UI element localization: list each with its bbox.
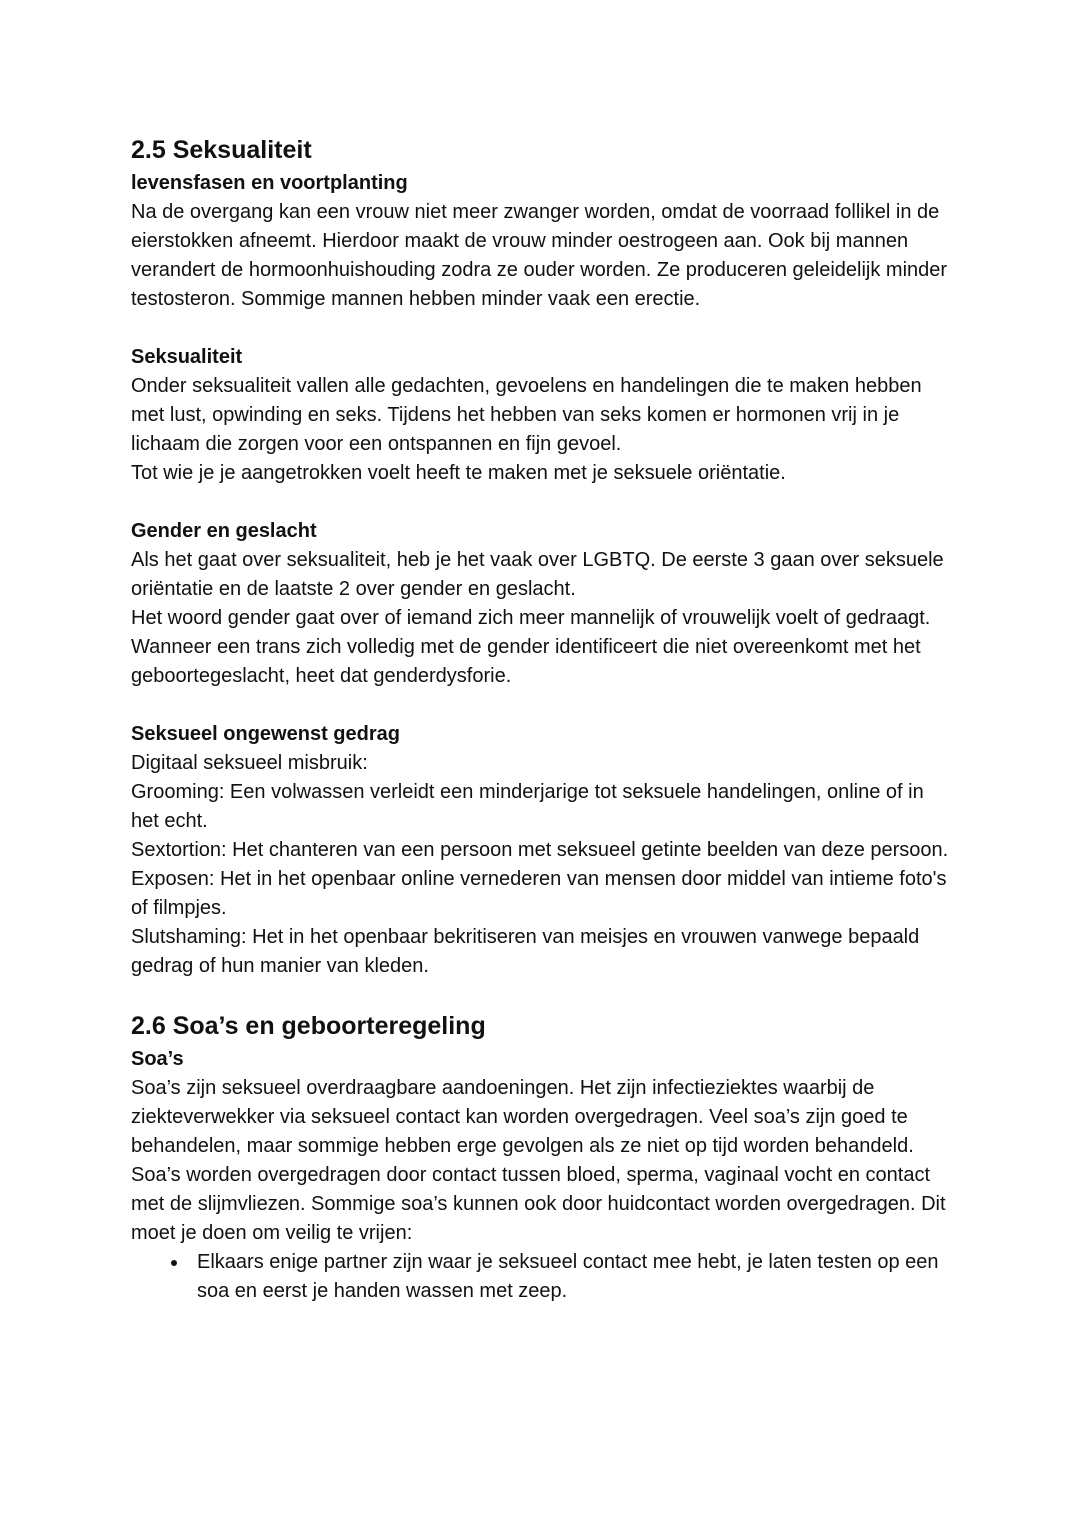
paragraph: Als het gaat over seksualiteit, heb je het vaak over LGBTQ. De eerste 3 gaan over seksuele oriëntatie en de laatste 2 over gender en geslacht. [131,549,944,600]
paragraph: Digitaal seksueel misbruik: [131,752,368,774]
subsection-heading: levensfasen en voortplanting [131,172,408,194]
section-2-5 [131,134,950,981]
block-seksualiteit [131,343,950,488]
paragraph: Onder seksualiteit vallen alle gedachten, gevoelens en handelingen die te maken hebben met lust, opwinding en seks. Tijdens het hebben van seks komen er hormonen vrij in je lichaam die zorgen voor een ontspannen en fijn gevoel. [131,375,922,455]
bullet-item: • Elkaars enige partner zijn waar je seksueel contact mee hebt, je laten testen op een soa en eerst je handen wassen met zeep. [189,1248,950,1306]
bullet-list [131,1248,950,1306]
subsection-heading: Soa’s [131,1048,184,1070]
paragraph: Tot wie je je aangetrokken voelt heeft te maken met je seksuele oriëntatie. [131,462,786,484]
paragraph: Soa’s worden overgedragen door contact tussen bloed, sperma, vaginaal vocht en contact met de slijmvliezen. Sommige soa’s kunnen ook door huidcontact worden overgedragen. Dit moet je doen om veilig te vrijen: [131,1164,946,1244]
paragraph: Sextortion: Het chanteren van een persoon met seksueel getinte beelden van deze persoon. [131,839,949,861]
block-seksueel-ongewenst-gedrag [131,720,950,981]
paragraph: Exposen: Het in het openbaar online vernederen van mensen door middel van intieme foto's of filmpjes. [131,868,947,919]
paragraph: Het woord gender gaat over of iemand zich meer mannelijk of vrouwelijk voelt of gedraagt. Wanneer een trans zich volledig met de gender identificeert die niet overeenkomt met het geboortegeslacht, heet dat genderdysforie. [131,607,931,687]
section-2-6 [131,1010,950,1306]
block-soas [131,1045,950,1306]
paragraph: Soa’s zijn seksueel overdraagbare aandoeningen. Het zijn infectieziektes waarbij de ziekteverwekker via seksueel contact kan worden overgedragen. Veel soa’s zijn goed te behandelen, maar sommige hebben erge gevolgen als ze niet op tijd worden behandeld. [131,1077,914,1157]
paragraph: Na de overgang kan een vrouw niet meer zwanger worden, omdat de voorraad follikel in de eierstokken afneemt. Hierdoor maakt de vrouw minder oestrogeen aan. Ook bij mannen verandert de hormoonhuishouding zodra ze ouder worden. Ze produceren geleidelijk minder testosteron. Sommige mannen hebben minder vaak een erectie. [131,201,948,310]
subsection-heading: Seksualiteit [131,346,243,368]
paragraph: Grooming: Een volwassen verleidt een minderjarige tot seksuele handelingen, online of in het echt. [131,781,924,832]
subsection-heading: Gender en geslacht [131,520,317,542]
subsection-heading: Seksueel ongewenst gedrag [131,723,400,745]
block-gender-en-geslacht [131,517,950,691]
block-levensfasen [131,169,950,314]
section-heading: 2.6 Soa’s en geboorteregeling [131,1012,486,1040]
paragraph: Slutshaming: Het in het openbaar bekritiseren van meisjes en vrouwen vanwege bepaald gedrag of hun manier van kleden. [131,926,920,977]
section-heading: 2.5 Seksualiteit [131,136,312,164]
